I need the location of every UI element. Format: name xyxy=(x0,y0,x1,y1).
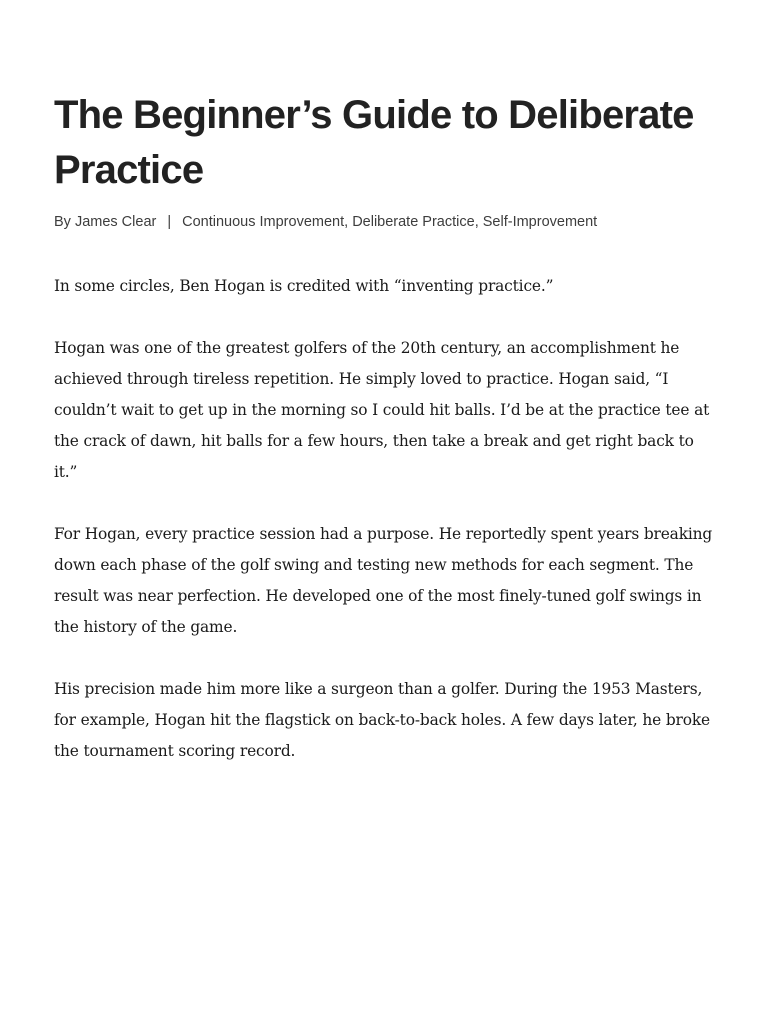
author-link[interactable]: By James Clear xyxy=(54,214,157,230)
category-link-deliberate-practice[interactable]: Deliberate Practice xyxy=(352,214,475,230)
article-title: The Beginner’s Guide to Deliberate Practice xyxy=(54,93,694,192)
body-paragraph: For Hogan, every practice session had a purpose. He reportedly spent years breaking down each phase of the golf swing and testing new methods for each segment. The result was near perfection. He developed one of the most finely-tuned golf swings in the history of the game. xyxy=(54,525,713,636)
body-paragraph: In some circles, Ben Hogan is credited with “inventing practice.” xyxy=(54,277,554,295)
category-link-self-improvement[interactable]: Self-Improvement xyxy=(482,214,598,230)
article-meta xyxy=(54,211,720,233)
article xyxy=(54,88,720,798)
article-body xyxy=(54,271,720,767)
body-paragraph: His precision made him more like a surgeon than a golfer. During the 1953 Masters, for example, Hogan hit the flagstick on back-to-back holes. A few days later, he broke the tournament scoring record. xyxy=(54,680,710,760)
category-separator: , xyxy=(474,214,483,230)
category-separator: , xyxy=(344,214,353,230)
meta-separator: | xyxy=(167,214,172,230)
body-paragraph: Hogan was one of the greatest golfers of the 20th century, an accomplishment he achieved through tireless repetition. He simply loved to practice. Hogan said, “I couldn’t wait to get up in the morning so I could hit balls. I’d be at the practice tee at the crack of dawn, hit balls for a few hours, then take a break and get right back to it.” xyxy=(54,339,710,481)
category-link-continuous-improvement[interactable]: Continuous Improvement xyxy=(182,214,345,230)
